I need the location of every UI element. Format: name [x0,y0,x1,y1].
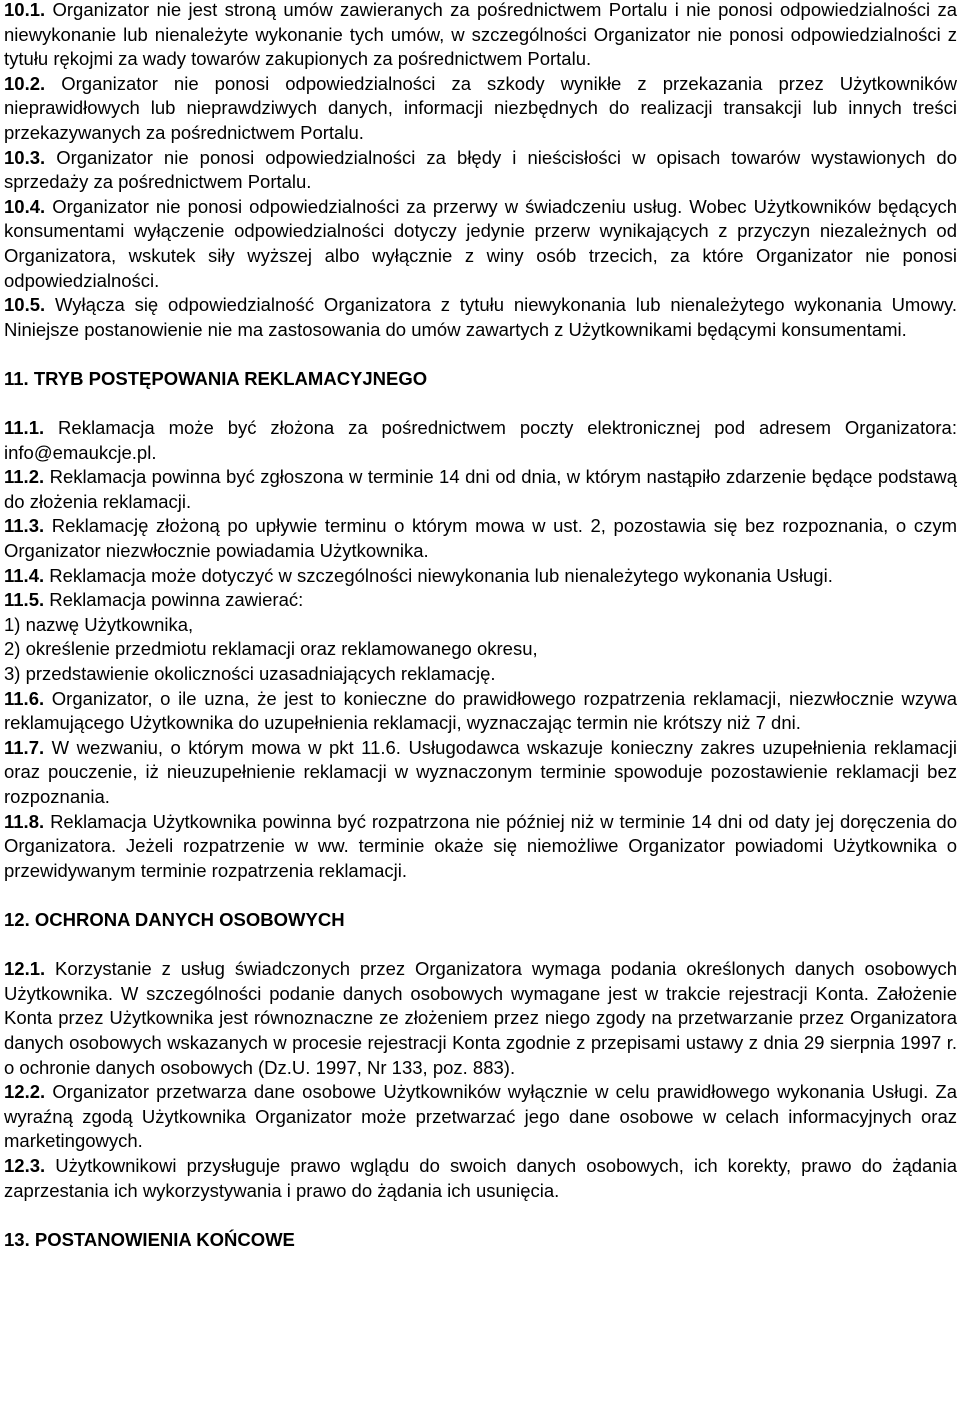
paragraph-text: Reklamacja powinna zawierać: [49,589,304,611]
paragraph-number: 12.3. [4,1154,46,1176]
paragraph-text: Reklamacja Użytkownika powinna być rozpatrzona nie później niż w terminie 14 dni od daty jej doręczenia do Organizatora. Jeżeli rozpatrzenie w ww. terminie okaże się niemożliwe Organizator powiadomi Użytkownika o przewidywanym terminie rozpatrzenia reklamacji. [4,810,958,881]
paragraph-number: 11.4. [4,564,45,586]
paragraph-10-1 [4,0,957,72]
paragraph-text: Reklamacja może być złożona za pośrednictwem poczty elektronicznej pod adresem Organizatora: info@emaukcje.pl. [4,417,957,463]
paragraph-10-5 [4,293,957,342]
paragraph-12-3 [4,1154,957,1203]
spacer [4,392,957,417]
paragraph-text: Organizator nie ponosi odpowiedzialności za szkody wynikłe z przekazania przez Użytkowników nieprawidłowych lub nieprawdziwych danych, informacji niezbędnych do realizacji transakcji lub innych treści przekazywanych za pośrednictwem Portalu. [4,72,958,143]
paragraph-11-3 [4,514,957,563]
paragraph-number: 11.2. [4,466,45,488]
paragraph-number: 11.6. [4,687,45,709]
paragraph-10-3 [4,146,957,195]
paragraph-text: W wezwaniu, o którym mowa w pkt 11.6. Usługodawca wskazuje konieczny zakres uzupełnienia reklamacji oraz pouczenie, iż nieuzupełnienie reklamacji w wyznaczonym terminie spowoduje pozostawienie reklamacji bez rozpoznania. [4,736,958,807]
paragraph-number: 11.3. [4,515,45,537]
paragraph-number: 10.2. [4,72,46,94]
paragraph-11-6 [4,687,957,736]
paragraph-text: Organizator nie ponosi odpowiedzialności za błędy i nieścisłości w opisach towarów wystawionych do sprzedaży za pośrednictwem Portalu. [4,146,958,193]
spacer [4,1203,957,1228]
paragraph-number: 11.1. [4,417,45,439]
paragraph-number: 12.2. [4,1081,46,1103]
paragraph-text: Korzystanie z usług świadczonych przez Organizatora wymaga podania określonych danych osobowych Użytkownika. W szczególności podanie danych osobowych wymagane jest w trakcie rejestracji Konta. Założenie Konta przez Użytkownika jest równoznaczne ze złożeniem przez niego zgody na przetwarzanie przez Organizatora danych osobowych wskazanych w procesie rejestracji Konta zgodnie z przepisami ustawy z dnia 29 sierpnia 1997 r. o ochronie danych osobowych (Dz.U. 1997, Nr 133, poz. 883). [4,958,957,1078]
spacer [4,342,957,367]
list-item: 3) przedstawienie okoliczności uzasadniających reklamację. [4,663,496,685]
paragraph-number: 10.4. [4,195,46,217]
section-heading-13: 13. POSTANOWIENIA KOŃCOWE [4,1228,295,1250]
paragraph-text: Reklamacja może dotyczyć w szczególności niewykonania lub nienależytego wykonania Usługi. [49,564,833,586]
paragraph-text: Organizator nie jest stroną umów zawieranych za pośrednictwem Portalu i nie ponosi odpowiedzialności za niewykonanie lub nienależyte wykonanie tych umów, w szczególności Organizator nie ponosi odpowiedzialności z tytułu rękojmi za wady towarów zakupionych za pośrednictwem Portalu. [4,0,957,70]
paragraph-11-7 [4,736,957,810]
paragraph-number: 10.5. [4,294,46,316]
section-heading-12: 12. OCHRONA DANYCH OSOBOWYCH [4,908,345,930]
paragraph-12-1 [4,957,957,1080]
paragraph-number: 10.1. [4,0,46,20]
paragraph-text: Organizator, o ile uzna, że jest to konieczne do prawidłowego rozpatrzenia reklamacji, niezwłocznie wzywa reklamującego Użytkownika do uzupełnienia reklamacji, wyznaczając termin nie krótszy niż 7 dni. [4,687,958,734]
section-heading-11: 11. TRYB POSTĘPOWANIA REKLAMACYJNEGO [4,367,428,389]
paragraph-number: 11.8. [4,810,45,832]
paragraph-number: 10.3. [4,146,46,168]
paragraph-number: 11.5. [4,589,45,611]
paragraph-11-4 [4,564,957,589]
spacer [4,933,957,958]
paragraph-text: Wyłącza się odpowiedzialność Organizatora z tytułu niewykonania lub nienależytego wykonania Umowy. Niniejsze postanowienie nie ma zastosowania do umów zawartych z Użytkownikami będącymi konsumentami. [4,294,958,340]
paragraph-10-2 [4,72,957,146]
paragraph-11-1 [4,416,957,465]
list-item: 1) nazwę Użytkownika, [4,613,194,635]
paragraph-text: Reklamacja powinna być zgłoszona w terminie 14 dni od dnia, w którym nastąpiło zdarzenie będące podstawą do złożenia reklamacji. [4,466,958,512]
paragraph-text: Reklamację złożoną po upływie terminu o którym mowa w ust. 2, pozostawia się bez rozpoznania, o czym Organizator niezwłocznie powiadamia Użytkownika. [4,515,957,562]
spacer [4,883,957,908]
paragraph-11-5 [4,588,957,613]
paragraph-text: Organizator przetwarza dane osobowe Użytkowników wyłącznie w celu prawidłowego wykonania Usługi. Za wyraźną zgodą Użytkownika Organizator może przetwarzać jego dane osobowe w celach informacyjnych oraz marketingowych. [4,1081,958,1152]
paragraph-12-2 [4,1080,957,1154]
paragraph-11-8 [4,810,957,884]
paragraph-text: Organizator nie ponosi odpowiedzialności za przerwy w świadczeniu usług. Wobec Użytkowników będących konsumentami wyłączenie odpowiedzialności dotyczy jedynie przerw wynikających z przyczyn niezależnych od Organizatora, wskutek siły wyższej albo wyłącznie z winy osób trzecich, za które Organizator nie ponosi odpowiedzialności. [4,195,958,291]
paragraph-10-4 [4,195,957,293]
paragraph-11-2 [4,465,957,514]
paragraph-number: 12.1. [4,958,46,980]
paragraph-text: Użytkownikowi przysługuje prawo wglądu do swoich danych osobowych, ich korekty, prawo do żądania zaprzestania ich wykorzystywania i prawo do żądania ich usunięcia. [4,1154,957,1201]
paragraph-number: 11.7. [4,736,45,758]
list-item: 2) określenie przedmiotu reklamacji oraz reklamowanego okresu, [4,638,538,660]
